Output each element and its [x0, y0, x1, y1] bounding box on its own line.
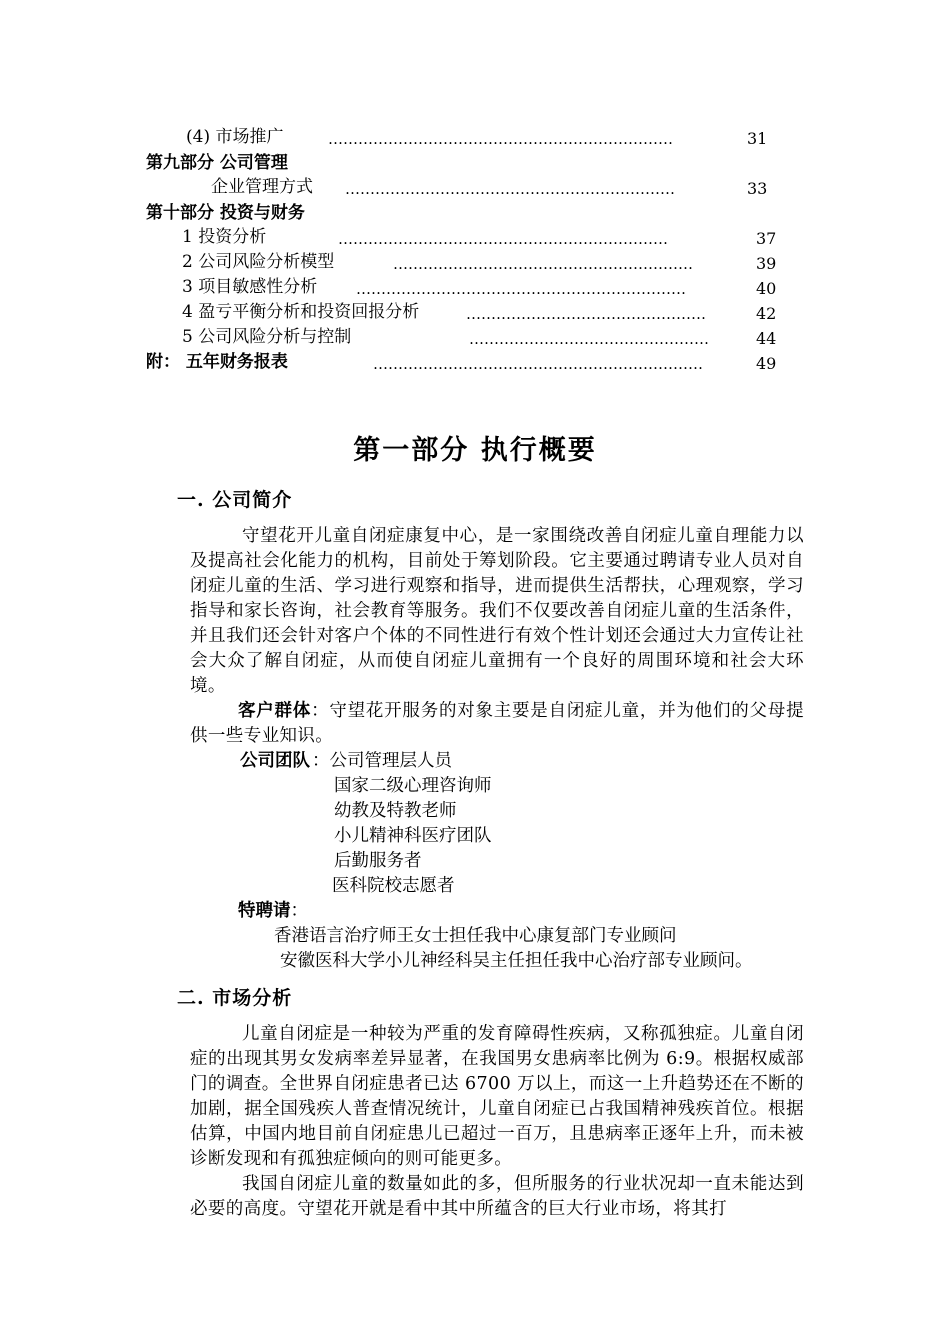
toc-page-number: 31 [747, 129, 768, 148]
toc-page-number: 37 [756, 229, 777, 248]
toc-entry-label: 企业管理方式 [211, 177, 313, 197]
toc-page-number: 49 [756, 354, 777, 373]
team-member: ：公司管理层人员 [312, 751, 452, 771]
special-hire-label: 特聘请 [238, 901, 291, 921]
team-member: 后勤服务者 [334, 851, 422, 871]
toc-entry-label: 4 盈亏平衡分析和投资回报分析 [182, 302, 420, 322]
toc-page-number: 33 [747, 179, 768, 198]
toc-entry-label: 5 公司风险分析与控制 [182, 327, 352, 347]
toc-leader-dots: ………………………………………… [469, 330, 709, 348]
team-member: 幼教及特教老师 [334, 801, 457, 821]
team-label: 公司团队 [240, 751, 310, 771]
customer-group-text: ：守望花开服务的对象主要是自闭症儿童，并为他们的父母提供一些专业知识。 [190, 701, 804, 746]
heading-market-analysis: 二. 市场分析 [177, 987, 293, 1009]
toc-leader-dots: ………………………………………… [466, 305, 706, 323]
toc-appendix-heading: 附： 五年财务报表 [146, 352, 288, 372]
toc-part-heading: 第九部分 公司管理 [146, 153, 288, 173]
special-hire-item: 安徽医科大学小儿神经科吴主任担任我中心治疗部专业顾问。 [280, 951, 753, 971]
toc-entry-label: (4) 市场推广 [186, 127, 284, 147]
toc-leader-dots: …………………………………………………… [393, 255, 693, 273]
toc-entry-label: 2 公司风险分析模型 [182, 252, 335, 272]
toc-leader-dots: ………………………………………………………… [373, 355, 703, 373]
special-hire-line [238, 899, 308, 924]
toc-page-number: 40 [756, 279, 777, 298]
customer-group-paragraph [190, 699, 804, 749]
team-member: 小儿精神科医疗团队 [334, 826, 492, 846]
toc-entry-label: 3 项目敏感性分析 [182, 277, 318, 297]
toc-part-heading: 第十部分 投资与财务 [146, 203, 305, 223]
toc-leader-dots: ………………………………………………………… [338, 230, 668, 248]
heading-company-intro: 一. 公司简介 [177, 489, 293, 511]
toc-page-number: 44 [756, 329, 777, 348]
toc-leader-dots: ………………………………………………………… [345, 180, 675, 198]
toc-leader-dots: ………………………………………………………… [356, 280, 686, 298]
special-hire-colon: ： [290, 901, 308, 921]
market-paragraph-1: 儿童自闭症是一种较为严重的发育障碍性疾病，又称孤独症。儿童自闭症的出现其男女发病率差异显著，在我国男女患病率比例为 6:9。根据权威部门的调查。全世界自闭症患者已达 6700 万以上，而这一上升趋势还在不断的加剧，据全国残疾人普查情况统计，儿童自闭症已占我国精神残疾首位。根据估算，中国内地目前自闭症患儿已超过一百万，且患病率正逐年上升，而未被诊断发现和有孤独症倾向的则可能更多。 [190, 1024, 804, 1169]
team-member: 国家二级心理咨询师 [334, 776, 492, 796]
special-hire-item: 香港语言治疗师王女士担任我中心康复部门专业顾问 [274, 926, 677, 946]
team-member: 医科院校志愿者 [332, 876, 455, 896]
toc-entry-label: 1 投资分析 [182, 227, 267, 247]
section-title: 第一部分 执行概要 [353, 435, 597, 466]
customer-group-label: 客户群体 [238, 701, 312, 721]
market-paragraph-2: 我国自闭症儿童的数量如此的多，但所服务的行业状况却一直未能达到必要的高度。守望花开就是看中其中所蕴含的巨大行业市场，将其打 [190, 1174, 804, 1219]
toc-page-number: 39 [756, 254, 777, 273]
company-intro-paragraph: 守望花开儿童自闭症康复中心，是一家围绕改善自闭症儿童自理能力以及提高社会化能力的机构，目前处于筹划阶段。它主要通过聘请专业人员对自闭症儿童的生活、学习进行观察和指导，进而提供生活帮扶，心理观察，学习指导和家长咨询，社会教育等服务。我们不仅要改善自闭症儿童的生活条件，并且我们还会针对客户个体的不同性进行有效个性计划还会通过大力宣传让社会大众了解自闭症，从而使自闭症儿童拥有一个良好的周围环境和社会大环境。 [190, 526, 804, 696]
toc-page-number: 42 [756, 304, 777, 323]
toc-leader-dots: …………………………………………………………… [328, 130, 673, 148]
